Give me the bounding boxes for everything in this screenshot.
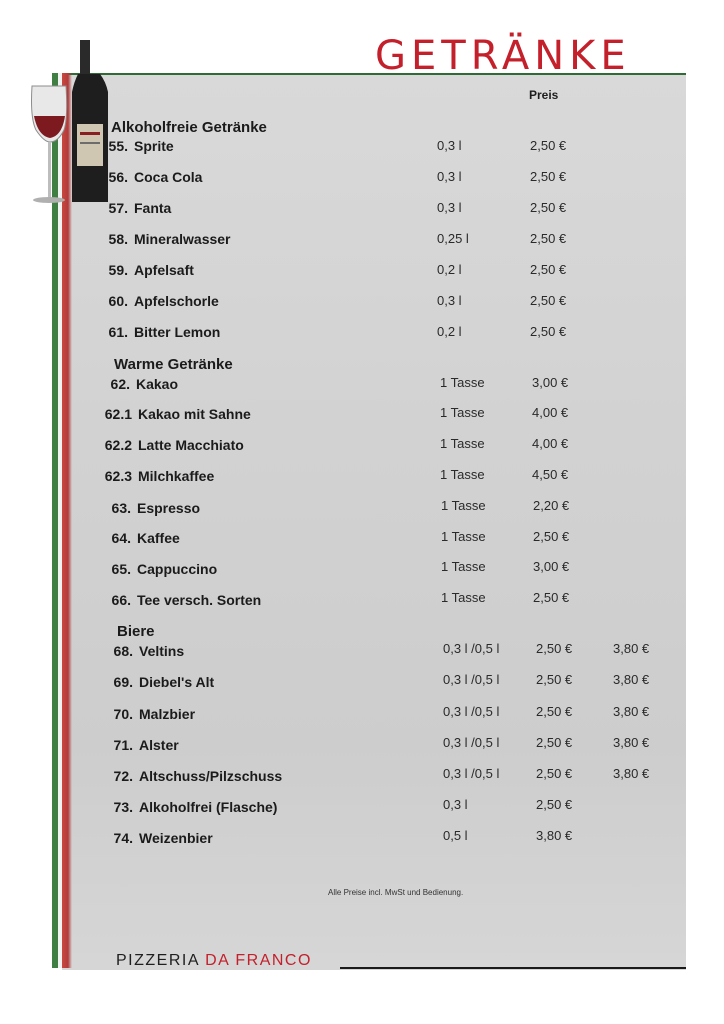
item-size: 0,2 l: [437, 262, 462, 277]
item-number: 74.: [113, 830, 133, 846]
item-size: 1 Tasse: [441, 529, 486, 544]
item-number: 59.: [108, 262, 128, 278]
item-name: Diebel's Alt: [139, 674, 215, 690]
item-name: Coca Cola: [134, 169, 203, 185]
menu-item: [88, 324, 220, 342]
item-price: 2,50 €: [536, 672, 573, 687]
menu-item: [93, 706, 195, 724]
item-size: 0,3 l: [437, 169, 462, 184]
item-size: 1 Tasse: [440, 467, 485, 482]
item-size: 0,3 l: [437, 138, 462, 153]
menu-item: [91, 561, 217, 579]
item-price: 2,50 €: [530, 324, 567, 339]
item-number: 64.: [111, 530, 131, 546]
item-number: 71.: [113, 737, 133, 753]
item-number: 68.: [113, 643, 133, 659]
item-number: 63.: [111, 500, 131, 516]
item-number: 69.: [113, 674, 133, 690]
item-price: 4,50 €: [532, 467, 569, 482]
item-number: 60.: [108, 293, 128, 309]
item-size: 1 Tasse: [441, 498, 486, 513]
item-price: 2,50 €: [536, 704, 573, 719]
menu-item: [90, 376, 178, 394]
item-price: 2,50 €: [536, 766, 573, 781]
item-price-large: 3,80 €: [613, 704, 650, 719]
menu-item: [93, 799, 277, 817]
brand-pizzeria: PIZZERIA: [116, 952, 200, 969]
item-number: 62.1: [104, 406, 132, 422]
item-price: 2,50 €: [530, 169, 567, 184]
item-number: 62.2: [104, 437, 132, 453]
item-name: Mineralwasser: [134, 231, 231, 247]
item-price: 4,00 €: [532, 436, 569, 451]
section-heading: Warme Getränke: [114, 356, 233, 373]
menu-item: [91, 530, 180, 548]
item-name: Kaffee: [137, 530, 180, 546]
item-name: Tee versch. Sorten: [137, 592, 262, 608]
item-price: 3,80 €: [536, 828, 573, 843]
item-price: 3,00 €: [532, 375, 569, 390]
item-price: 2,50 €: [530, 293, 567, 308]
item-name: Apfelsaft: [134, 262, 194, 278]
item-name: Cappuccino: [137, 561, 218, 577]
menu-item: [88, 200, 171, 218]
item-name: Espresso: [137, 500, 201, 516]
item-size: 0,3 l: [443, 797, 468, 812]
item-price-large: 3,80 €: [613, 672, 650, 687]
menu-item: [88, 293, 219, 311]
menu-item: [88, 262, 194, 280]
menu-item: [88, 138, 174, 156]
section-heading: Alkoholfreie Getränke: [111, 119, 267, 136]
item-price: 3,00 €: [533, 559, 570, 574]
item-number: 70.: [113, 706, 133, 722]
menu-item: [76, 406, 251, 424]
item-price-large: 3,80 €: [613, 641, 650, 656]
item-number: 62.3: [104, 468, 132, 484]
item-size: 0,5 l: [443, 828, 468, 843]
item-name: Weizenbier: [139, 830, 213, 846]
item-name: Veltins: [139, 643, 185, 659]
item-size: 0,3 l /0,5 l: [443, 704, 500, 719]
menu-item: [91, 592, 261, 610]
item-price: 2,50 €: [536, 641, 573, 656]
item-size: 0,3 l /0,5 l: [443, 766, 500, 781]
item-name: Milchkaffee: [138, 468, 215, 484]
menu-item: [91, 500, 200, 518]
item-size: 0,3 l: [437, 293, 462, 308]
page-title: GETRÄNKE: [375, 33, 631, 79]
item-price: 2,50 €: [530, 262, 567, 277]
item-price: 2,50 €: [536, 735, 573, 750]
item-size: 0,3 l /0,5 l: [443, 641, 500, 656]
brand-da-franco: DA FRANCO: [205, 952, 312, 969]
item-name: Bitter Lemon: [134, 324, 221, 340]
item-size: 1 Tasse: [441, 590, 486, 605]
menu-item: [76, 437, 244, 455]
item-price: 2,50 €: [530, 231, 567, 246]
menu-item: [88, 169, 202, 187]
item-price: 2,50 €: [530, 138, 567, 153]
item-name: Apfelschorle: [134, 293, 219, 309]
item-size: 0,25 l: [437, 231, 469, 246]
item-number: 55.: [108, 138, 128, 154]
item-number: 62.: [110, 376, 130, 392]
item-name: Malzbier: [139, 706, 196, 722]
item-name: Alkoholfrei (Flasche): [139, 799, 278, 815]
item-number: 66.: [111, 592, 131, 608]
item-name: Alster: [139, 737, 179, 753]
item-name: Latte Macchiato: [138, 437, 244, 453]
item-price: 4,00 €: [532, 405, 569, 420]
item-number: 58.: [108, 231, 128, 247]
menu-item: [93, 768, 282, 786]
item-name: Kakao: [136, 376, 179, 392]
price-column-header: Preis: [529, 88, 559, 102]
item-size: 0,3 l /0,5 l: [443, 672, 500, 687]
item-size: 0,3 l: [437, 200, 462, 215]
menu-item: [93, 737, 179, 755]
item-number: 73.: [113, 799, 133, 815]
bottom-divider: [340, 967, 686, 969]
item-number: 65.: [111, 561, 131, 577]
menu-item: [76, 468, 214, 486]
item-size: 1 Tasse: [441, 559, 486, 574]
item-number: 61.: [108, 324, 128, 340]
item-name: Sprite: [134, 138, 174, 154]
item-price-large: 3,80 €: [613, 766, 650, 781]
item-price: 2,50 €: [530, 200, 567, 215]
item-number: 56.: [108, 169, 128, 185]
menu-item: [93, 643, 184, 661]
restaurant-brand: [116, 952, 312, 970]
section-heading: Biere: [117, 623, 155, 640]
menu-item: [93, 830, 213, 848]
item-price: 2,50 €: [536, 797, 573, 812]
item-size: 1 Tasse: [440, 405, 485, 420]
menu-item: [88, 231, 231, 249]
item-name: Kakao mit Sahne: [138, 406, 251, 422]
item-name: Altschuss/Pilzschuss: [139, 768, 283, 784]
item-name: Fanta: [134, 200, 172, 216]
item-price: 2,20 €: [533, 498, 570, 513]
price-footnote: Alle Preise incl. MwSt und Bedienung.: [328, 888, 464, 897]
item-size: 0,2 l: [437, 324, 462, 339]
item-price: 2,50 €: [533, 590, 570, 605]
item-size: 0,3 l /0,5 l: [443, 735, 500, 750]
item-price: 2,50 €: [533, 529, 570, 544]
item-size: 1 Tasse: [440, 436, 485, 451]
item-size: 1 Tasse: [440, 375, 485, 390]
item-number: 72.: [113, 768, 133, 784]
item-number: 57.: [108, 200, 128, 216]
menu-item: [93, 674, 214, 692]
item-price-large: 3,80 €: [613, 735, 650, 750]
